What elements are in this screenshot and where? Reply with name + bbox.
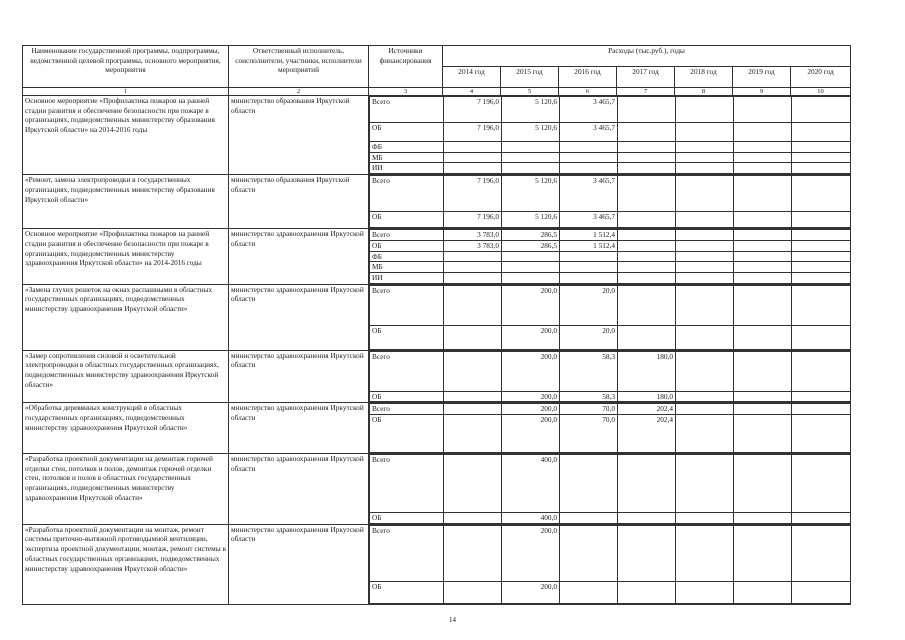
expense-value	[792, 163, 851, 174]
expense-value	[792, 212, 851, 228]
expense-value	[444, 391, 502, 402]
expense-value	[444, 285, 502, 325]
expense-value	[792, 251, 851, 262]
expense-value: 7 196,0	[444, 97, 502, 123]
expense-value	[618, 525, 676, 581]
expense-value: 200,0	[502, 391, 560, 402]
expense-value	[734, 142, 792, 153]
expense-value	[676, 240, 734, 251]
funding-source: Всего	[370, 351, 444, 391]
expense-value: 3 465,7	[560, 123, 618, 142]
expense-value: 286,5	[502, 240, 560, 251]
expense-value	[676, 251, 734, 262]
expense-value	[676, 404, 734, 415]
expense-value	[502, 272, 560, 283]
column-number: 7	[617, 88, 675, 96]
expense-value	[676, 176, 734, 212]
funding-line	[370, 325, 851, 349]
activity-name: Основное мероприятие «Профилактика пожаров на ранней стадии развития и обеспечение безопасности при пожаре в организациях, подведомственных министерству образования Иркутской области» на 2014-2016 годы	[23, 96, 229, 175]
expense-value: 200,0	[502, 581, 560, 603]
expense-value	[734, 581, 792, 603]
expense-value	[734, 152, 792, 163]
expense-value: 180,0	[618, 351, 676, 391]
table-row	[23, 403, 851, 454]
funding-block	[369, 175, 851, 229]
expense-value	[734, 230, 792, 241]
header-expenses: Расходы (тыс.руб.), годы	[443, 46, 851, 67]
activity-executor: министерство образования Иркутской области	[229, 175, 369, 229]
column-number: 6	[559, 88, 617, 96]
expense-value	[792, 272, 851, 283]
expense-value	[676, 97, 734, 123]
funding-source: ИИ	[370, 272, 444, 283]
expense-value	[560, 272, 618, 283]
funding-line	[370, 97, 851, 123]
expense-value	[618, 285, 676, 325]
funding-source: МБ	[370, 262, 444, 273]
expense-value	[444, 262, 502, 273]
document-page	[22, 45, 851, 605]
activity-executor: министерство здравоохранения Иркутской области	[229, 454, 369, 525]
funding-source: ОБ	[370, 325, 444, 349]
expense-value	[676, 513, 734, 524]
expense-value	[792, 513, 851, 524]
expense-value	[676, 272, 734, 283]
funding-source: ОБ	[370, 240, 444, 251]
table-row	[23, 284, 851, 350]
expense-value	[676, 142, 734, 153]
column-number: 10	[791, 88, 851, 96]
expense-value	[676, 455, 734, 513]
expense-value	[502, 251, 560, 262]
expense-value	[502, 163, 560, 174]
expense-value	[618, 272, 676, 283]
funding-line	[370, 251, 851, 262]
expense-value	[734, 262, 792, 273]
expense-value: 202,4	[618, 404, 676, 415]
expense-value: 7 196,0	[444, 123, 502, 142]
expense-value	[676, 163, 734, 174]
expense-value: 202,4	[618, 415, 676, 453]
activity-name: Основное мероприятие «Профилактика пожаров на ранней стадии развития и обеспечение безопасности при пожаре в организациях, подведомственных министерству здравоохранения Иркутской области» на 2014-2016 годы	[23, 229, 229, 285]
expense-value	[676, 212, 734, 228]
funding-source: ОБ	[370, 123, 444, 142]
expense-value: 400,0	[502, 455, 560, 513]
expense-value	[792, 325, 851, 349]
page-number: 14	[449, 616, 456, 624]
expense-value	[734, 251, 792, 262]
expense-value	[792, 262, 851, 273]
expense-value	[560, 152, 618, 163]
expense-value	[676, 391, 734, 402]
expense-value: 200,0	[502, 285, 560, 325]
expense-value	[560, 581, 618, 603]
column-number: 3	[369, 88, 443, 96]
expense-value	[560, 262, 618, 273]
expense-value	[792, 240, 851, 251]
expense-value	[792, 142, 851, 153]
expense-value	[676, 230, 734, 241]
expense-value: 7 196,0	[444, 212, 502, 228]
funding-block	[369, 284, 851, 350]
funding-line	[370, 272, 851, 283]
expense-value	[792, 152, 851, 163]
column-numbers-row	[23, 88, 851, 96]
header-source: Источники финансирования	[369, 46, 443, 88]
expense-value: 286,5	[502, 230, 560, 241]
expense-value: 3 783,0	[444, 230, 502, 241]
funding-block	[369, 403, 851, 454]
header-name: Наименование государственной программы, подпрограммы, ведомственной целевой программы, основного мероприятия, мероприятия	[23, 46, 229, 88]
table-row	[23, 524, 851, 604]
activity-executor: министерство здравоохранения Иркутской области	[229, 524, 369, 604]
expense-value: 180,0	[618, 391, 676, 402]
expense-value	[560, 142, 618, 153]
expense-value: 20,0	[560, 285, 618, 325]
expense-value	[444, 525, 502, 581]
funding-line	[370, 581, 851, 603]
funding-line	[370, 230, 851, 241]
activity-executor: министерство образования Иркутской области	[229, 96, 369, 175]
expense-value	[444, 163, 502, 174]
expense-value	[676, 415, 734, 453]
expense-value	[734, 272, 792, 283]
expense-value	[560, 251, 618, 262]
expense-value	[676, 285, 734, 325]
expense-value	[792, 285, 851, 325]
expense-value	[734, 212, 792, 228]
expense-value	[444, 272, 502, 283]
expense-value: 58,3	[560, 351, 618, 391]
expense-value	[734, 351, 792, 391]
expense-value: 5 120,6	[502, 212, 560, 228]
expense-value	[792, 581, 851, 603]
expense-value	[502, 142, 560, 153]
table-row	[23, 350, 851, 403]
expense-value: 20,0	[560, 325, 618, 349]
expense-value	[792, 230, 851, 241]
funding-source: ИИ	[370, 163, 444, 174]
expense-value: 3 465,7	[560, 97, 618, 123]
funding-source: ФБ	[370, 142, 444, 153]
header-year: 2015 год	[501, 67, 559, 88]
header-executor: Ответственный исполнитель, соисполнители, участники, исполнители мероприятий	[229, 46, 369, 88]
expense-value	[792, 123, 851, 142]
expense-value	[792, 176, 851, 212]
funding-line	[370, 351, 851, 391]
funding-line	[370, 513, 851, 524]
funding-line	[370, 404, 851, 415]
header-year: 2018 год	[675, 67, 733, 88]
expense-value: 200,0	[502, 351, 560, 391]
header-year: 2017 год	[617, 67, 675, 88]
expense-value: 3 465,7	[560, 212, 618, 228]
expense-value	[734, 513, 792, 524]
expense-value	[444, 142, 502, 153]
funding-line	[370, 285, 851, 325]
expense-value	[618, 142, 676, 153]
expense-value: 5 120,6	[502, 176, 560, 212]
expense-value: 200,0	[502, 325, 560, 349]
expense-value	[560, 455, 618, 513]
expense-value	[734, 163, 792, 174]
expense-value	[734, 525, 792, 581]
funding-line	[370, 176, 851, 212]
funding-source: Всего	[370, 285, 444, 325]
activity-name: «Замена глухих решеток на окнах распашными в областных государственных организациях, подведомственных министерству здравоохранения Иркутской области»	[23, 284, 229, 350]
funding-block	[369, 454, 851, 525]
funding-source: ОБ	[370, 212, 444, 228]
expense-value	[792, 415, 851, 453]
expense-value: 200,0	[502, 404, 560, 415]
expenses-table	[22, 45, 851, 605]
activity-executor: министерство здравоохранения Иркутской области	[229, 350, 369, 403]
expense-value	[734, 325, 792, 349]
funding-source: ОБ	[370, 391, 444, 402]
funding-line	[370, 152, 851, 163]
header-year: 2014 год	[443, 67, 501, 88]
funding-line	[370, 163, 851, 174]
expense-value	[618, 176, 676, 212]
expense-value: 1 512,4	[560, 240, 618, 251]
expense-value	[618, 230, 676, 241]
activity-executor: министерство здравоохранения Иркутской области	[229, 229, 369, 285]
funding-source: ОБ	[370, 415, 444, 453]
expense-value: 200,0	[502, 415, 560, 453]
activity-executor: министерство здравоохранения Иркутской области	[229, 284, 369, 350]
expense-value	[618, 212, 676, 228]
expense-value	[792, 455, 851, 513]
funding-source: ОБ	[370, 581, 444, 603]
expense-value	[444, 513, 502, 524]
funding-source: Всего	[370, 176, 444, 212]
funding-source: МБ	[370, 152, 444, 163]
expense-value	[444, 455, 502, 513]
expense-value: 400,0	[502, 513, 560, 524]
expense-value: 5 120,6	[502, 97, 560, 123]
activity-name: «Разработка проектной документации на монтаж, ремонт системы приточно-вытяжной противодымной вентиляции, экспертиза проектной документации, монтаж, ремонт системы в областных государственных организациях, подведомственных министерству здравоохранения Иркутской области»	[23, 524, 229, 604]
expense-value	[502, 262, 560, 273]
expense-value	[618, 123, 676, 142]
expense-value	[618, 97, 676, 123]
expense-value	[618, 325, 676, 349]
column-number: 8	[675, 88, 733, 96]
expense-value	[676, 123, 734, 142]
activity-name: «Обработка деревянных конструкций в областных государственных организациях, подведомственных министерству здравоохранения Иркутской области»	[23, 403, 229, 454]
expense-value	[734, 404, 792, 415]
expense-value	[792, 525, 851, 581]
table-row	[23, 454, 851, 525]
expense-value	[560, 513, 618, 524]
expense-value	[444, 415, 502, 453]
expense-value	[618, 163, 676, 174]
column-number: 5	[501, 88, 559, 96]
expense-value	[734, 285, 792, 325]
activity-name: «Замер сопротивления силовой и осветительной электропроводки в областных государственных организациях, подведомственных министерству здравоохранения Иркутской области»	[23, 350, 229, 403]
column-number: 2	[229, 88, 369, 96]
expense-value	[792, 391, 851, 402]
expense-value	[444, 404, 502, 415]
expense-value	[676, 262, 734, 273]
funding-source: Всего	[370, 455, 444, 513]
funding-source: Всего	[370, 525, 444, 581]
funding-source: Всего	[370, 404, 444, 415]
funding-line	[370, 212, 851, 228]
funding-block	[369, 96, 851, 175]
funding-block	[369, 350, 851, 403]
expense-value: 3 783,0	[444, 240, 502, 251]
expense-value: 58,3	[560, 391, 618, 402]
activity-executor: министерство здравоохранения Иркутской области	[229, 403, 369, 454]
expense-value	[502, 152, 560, 163]
column-number: 1	[23, 88, 229, 96]
expense-value	[618, 262, 676, 273]
expense-value	[444, 251, 502, 262]
table-row	[23, 175, 851, 229]
header-year: 2020 год	[791, 67, 851, 88]
expense-value	[734, 240, 792, 251]
expense-value	[560, 163, 618, 174]
table-body	[23, 96, 851, 605]
expense-value: 70,0	[560, 404, 618, 415]
funding-source: Всего	[370, 230, 444, 241]
expense-value	[676, 152, 734, 163]
expense-value	[618, 581, 676, 603]
table-row	[23, 229, 851, 285]
funding-line	[370, 455, 851, 513]
column-number: 9	[733, 88, 791, 96]
expense-value: 1 512,4	[560, 230, 618, 241]
header-year: 2016 год	[559, 67, 617, 88]
funding-line	[370, 123, 851, 142]
expense-value: 7 196,0	[444, 176, 502, 212]
expense-value	[618, 251, 676, 262]
expense-value	[444, 325, 502, 349]
expense-value	[676, 325, 734, 349]
header-year: 2019 год	[733, 67, 791, 88]
activity-name: «Разработка проектной документации на демонтаж горючей отделки стен, потолков и полов, демонтаж горючей отделки стен, потолков и полов в областных государственных организациях, подведомственных министерству здравоохранения Иркутской области»	[23, 454, 229, 525]
expense-value: 70,0	[560, 415, 618, 453]
expense-value	[676, 525, 734, 581]
expense-value	[676, 581, 734, 603]
expense-value	[444, 351, 502, 391]
funding-line	[370, 525, 851, 581]
expense-value	[734, 123, 792, 142]
funding-source: ОБ	[370, 513, 444, 524]
expense-value	[618, 240, 676, 251]
expense-value	[792, 97, 851, 123]
expense-value	[444, 152, 502, 163]
expense-value	[618, 455, 676, 513]
table-row	[23, 96, 851, 175]
expense-value	[734, 176, 792, 212]
expense-value: 3 465,7	[560, 176, 618, 212]
funding-line	[370, 240, 851, 251]
funding-block	[369, 229, 851, 285]
column-number: 4	[443, 88, 501, 96]
funding-line	[370, 415, 851, 453]
expense-value	[734, 97, 792, 123]
expense-value	[444, 581, 502, 603]
funding-source: ФБ	[370, 251, 444, 262]
expense-value: 200,0	[502, 525, 560, 581]
funding-source: Всего	[370, 97, 444, 123]
expense-value	[792, 351, 851, 391]
funding-line	[370, 391, 851, 402]
expense-value	[618, 513, 676, 524]
expense-value	[792, 404, 851, 415]
expense-value	[734, 455, 792, 513]
expense-value	[734, 415, 792, 453]
expense-value	[734, 391, 792, 402]
expense-value: 5 120,6	[502, 123, 560, 142]
funding-block	[369, 524, 851, 604]
activity-name: «Ремонт, замена электропроводки в государственных организациях, подведомственных министерству образования Иркутской области»	[23, 175, 229, 229]
expense-value	[618, 152, 676, 163]
expense-value	[560, 525, 618, 581]
funding-line	[370, 262, 851, 273]
expense-value	[676, 351, 734, 391]
funding-line	[370, 142, 851, 153]
